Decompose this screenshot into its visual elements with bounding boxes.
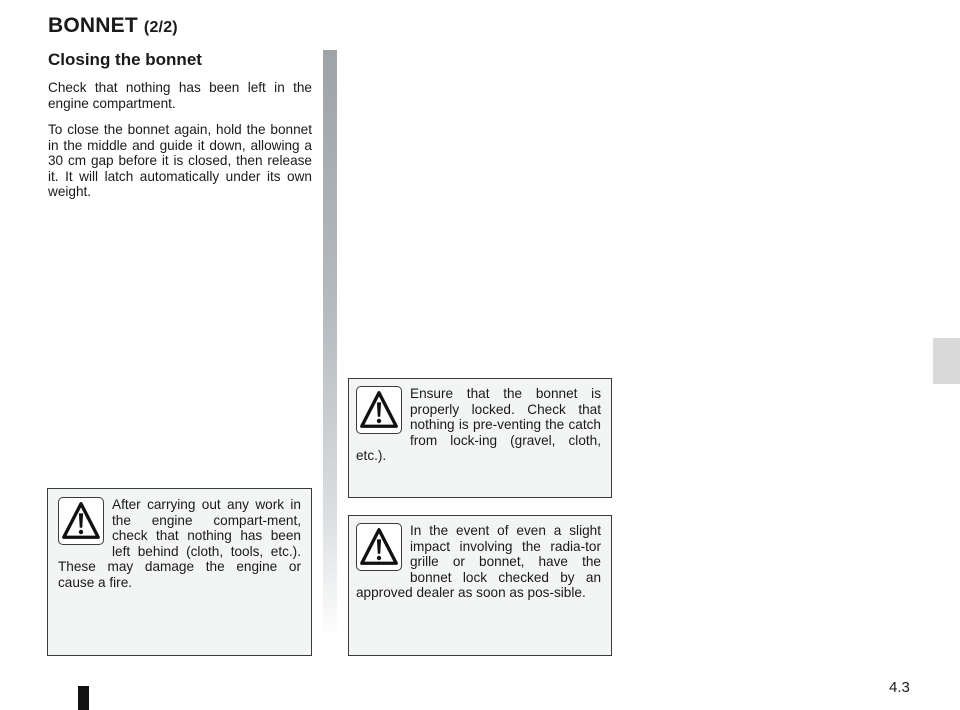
body-paragraph-close: To close the bonnet again, hold the bonnet in the middle and guide it down, allowing a 30 cm gap before it is closed, then release it. It will latch automatically under its own weight. <box>48 122 312 199</box>
warning-text-engine: After carrying out any work in the engine compart-ment, check that nothing has been left behind (cloth, tools, etc.). These may damage the engine or cause a fire. <box>58 497 301 590</box>
warning-triangle-icon <box>356 523 402 571</box>
body-paragraph-check: Check that nothing has been left in the engine compartment. <box>48 80 312 111</box>
warning-triangle-icon <box>356 386 402 434</box>
page-title <box>48 14 178 38</box>
warning-text-impact: In the event of even a slight impact involving the radia-tor grille or bonnet, have the bonnet lock checked by an approved dealer as soon as pos-sible. <box>356 523 601 600</box>
page-title-text: BONNET <box>48 14 138 37</box>
warning-box-bonnet-locked <box>348 378 612 498</box>
column-divider <box>323 50 337 640</box>
warning-box-engine <box>47 488 312 656</box>
page-number: 4.3 <box>889 679 910 696</box>
page-marker <box>78 686 89 710</box>
warning-box-impact <box>348 515 612 656</box>
warning-text-bonnet-locked: Ensure that the bonnet is properly locked. Check that nothing is pre-venting the catch from lock-ing (gravel, cloth, etc.). <box>356 386 601 463</box>
section-heading: Closing the bonnet <box>48 50 202 69</box>
chapter-tab <box>933 338 960 384</box>
warning-triangle-icon <box>58 497 104 545</box>
page-title-suffix: (2/2) <box>143 19 178 36</box>
